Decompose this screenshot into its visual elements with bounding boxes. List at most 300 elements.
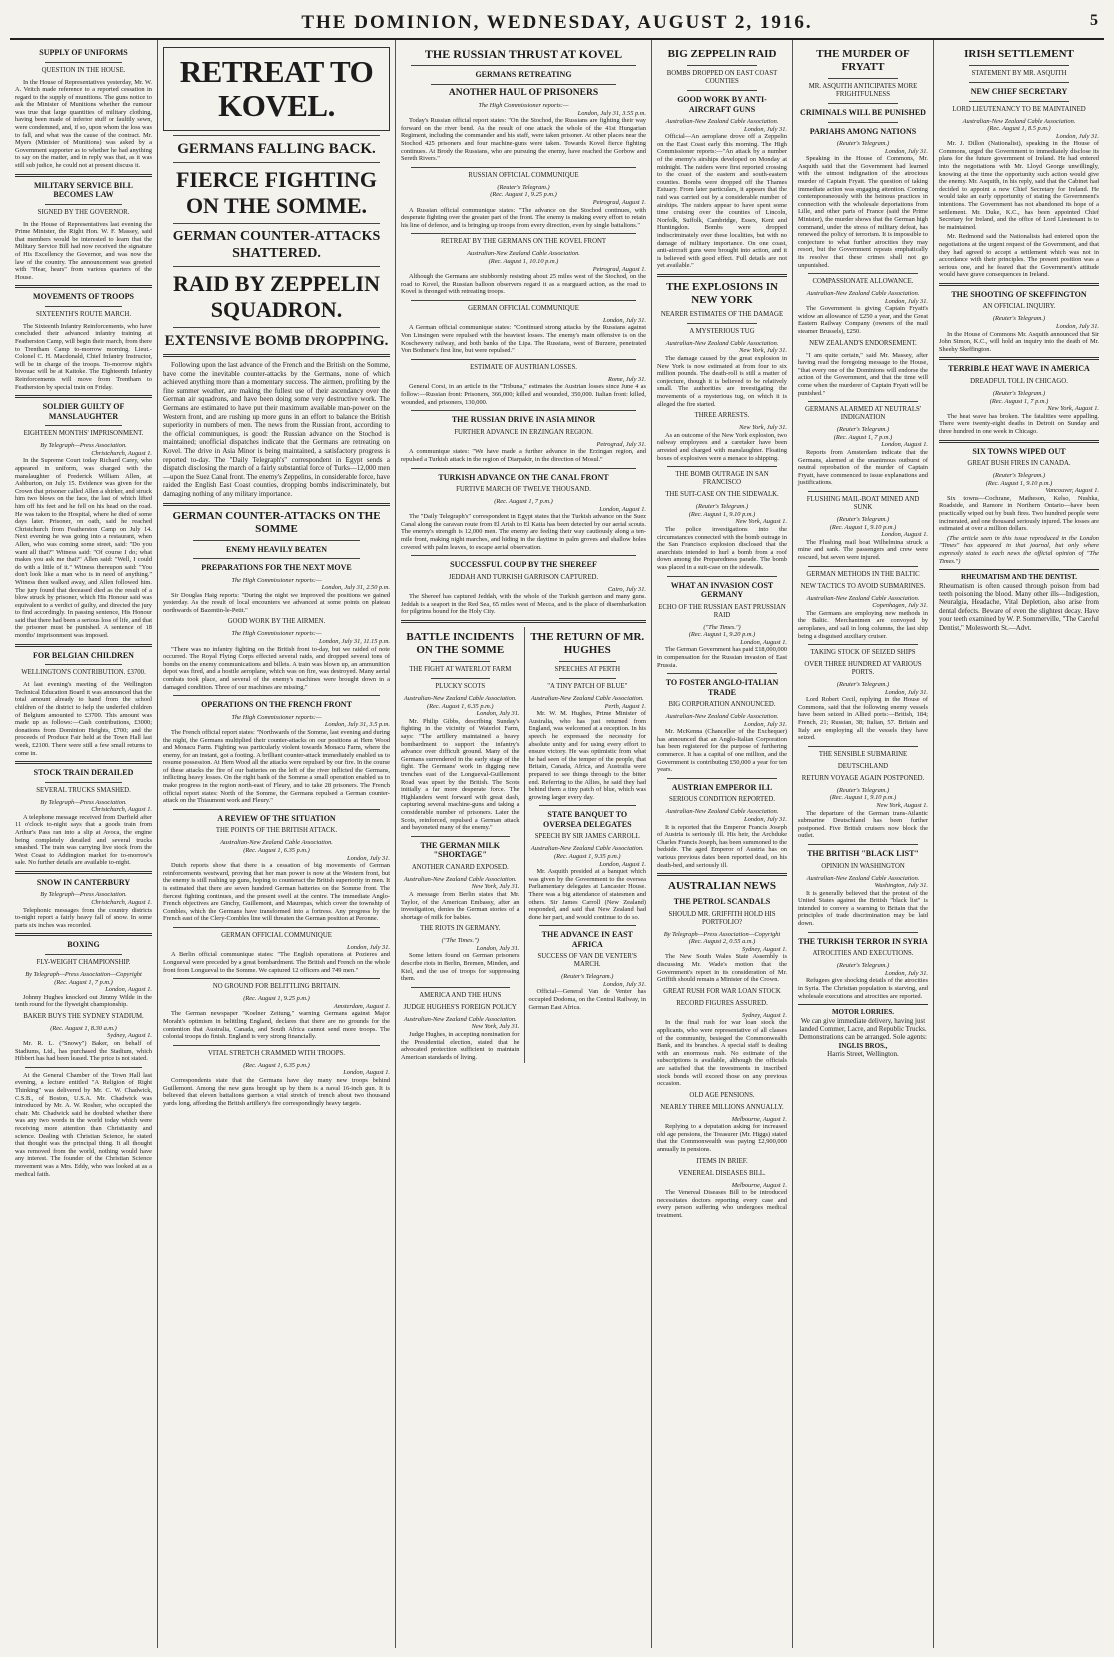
dateline: London, July 31.	[476, 710, 520, 718]
dateline: Washington, July 31.	[874, 882, 928, 890]
article-heading: GERMAN METHODS IN THE BALTIC	[806, 570, 920, 578]
dateline: London, July 31.	[885, 969, 928, 977]
article-subheading: ANOTHER CANARD EXPOSED.	[411, 863, 509, 871]
received-line: (Rec. August 1, 6.35 p.m.)	[243, 1061, 310, 1069]
article-heading: THE TURKISH TERROR IN SYRIA	[798, 936, 928, 946]
agency-line: (Reuter's Telegram.)	[836, 426, 890, 434]
ad-body: We can give immediate delivery, having just landed Commer, Lacre, and Republic Trucks.	[799, 1016, 927, 1033]
agency-line: (Reuter's Telegram.)	[836, 515, 890, 523]
article-heading: COMPASSIONATE ALLOWANCE.	[812, 278, 914, 286]
article-heading: IRISH SETTLEMENT	[964, 48, 1074, 60]
article-heading: THE RETURN OF MR. HUGHES	[530, 631, 645, 657]
advertisement-motor-lorries	[798, 1004, 928, 1058]
article-body: The Shereef has captured Jeddah, with the whole of the Turkish garrison and many guns. Jeddah is a seaport in the Red Sea, 65 miles west of Mecca, and is the place of disembarkation for pilgrims bound for the Holy City.	[401, 593, 646, 616]
article-heading: AMERICA AND THE HUNS	[419, 991, 502, 999]
column-3-split	[401, 627, 646, 1063]
dateline: Christchurch, August 1.	[91, 449, 152, 457]
article-body: Mr. R. L. ("Snowy") Baker, on behalf of Stadiums, Ltd., has purchased the Stadium, which Hibbert has had been leased. The price is not stated.	[15, 1040, 152, 1063]
dateline: London, August 1.	[599, 505, 646, 513]
article-body: Official—General Van de Venter has occupied Dodoma, on the Central Railway, in German East Africa.	[528, 988, 646, 1011]
agency-line: Australian-New Zealand Cable Association.	[403, 875, 517, 883]
agency-line: The High Commissioner reports:—	[231, 630, 322, 638]
article-subheading: MR. ASQUITH ANTICIPATES MORE FRIGHTFULNESS	[808, 83, 918, 98]
article-heading: GERMANS ALARMED AT NEUTRALS' INDIGNATION	[804, 406, 922, 422]
received-line: (Rec. August 1, 7 p.m.)	[989, 397, 1049, 405]
article-heading: STOCK TRAIN DERAILED	[33, 768, 134, 778]
article-subheading: ANOTHER HAUL OF PRISONERS	[448, 87, 599, 98]
article-body: Correspondents state that the Germans have day many new troops behind Guillemont. Among the new guns brought up by them is a naval 16-inch gun. It is believed that eleven battalions garrison a vital stretch of trench about two thousand yards long, affording the British artillery's fire correspondingly heavy targets.	[163, 1077, 390, 1107]
received-line: (Rec. August 1, 9.10 p.m.)	[829, 523, 897, 531]
article-body: Telephonic messages from the country districts to-night report a fairly heavy fall of snow. In some parts six inches was recorded.	[15, 906, 152, 929]
article-body: Mr. J. Dillon (Nationalist), speaking in the House of Commons, urged the Government to immediately disclose its plans for the future government of Ireland. He had entered into the negotiations with Mr. Lloyd George unwillingly, knowing at the time the opportunity such action would give the enemy. Mr. Asquith, in his reply, said that the Cabinet had decided to appoint a new Chief Secretary for Ireland. He would take an early opportunity of stating the Government's intentions. The Government has not abandoned its hope of a settlement. Mr. Duke, K.C., has been appointed Chief Secretary for Ireland, and the office of Lord Lieutenant is to be maintained.	[939, 140, 1099, 231]
article-heading: TERRIBLE HEAT WAVE IN AMERICA	[948, 364, 1090, 374]
received-line: (Rec. August 1, 6.35 p.m.)	[243, 846, 310, 854]
article-subheading: CRIMINALS WILL BE PUNISHED	[800, 108, 926, 117]
received-line: (Rec. August 2, 0.55 a.m.)	[688, 938, 756, 946]
article-subheading: THE FIGHT AT WATERLOT FARM	[409, 666, 512, 674]
dateline: London, July 31.	[1056, 132, 1099, 140]
article-body: Mr. Redmond said the Nationalists had entered upon the negotiations at the urgent request of the Government, and that they had agreed to accept a settlement which was not in accordance with their principles. The present position was a serious one, and he feared that the Government's attitude would have grave consequences in Ireland.	[939, 233, 1099, 279]
dateline: London, July 31, 3.5 p.m.	[324, 721, 390, 729]
agency-line: The High Commissioner reports:—	[478, 102, 569, 109]
article-body: Reports from Amsterdam indicate that the Germans, alarmed at the unanimous outburst of neutral reprobation of the murder of Captain Fryatt, have commenced to issue explanations and justifications.	[798, 449, 928, 487]
article-body: Mr. Asquith presided at a banquet which was given by the Government to the oversea Parliamentary delegates at Lancaster House. There was a big attendance of statesmen and others. Sir James Carroll (New Zealand) responded, and said that New Zealand had done her part, and would continue to do so.	[528, 868, 646, 921]
article-body: A message from Berlin states that Mr. Taylor, of the American Embassy, after an investigation, denies the German stories of a shortage of milk for babies.	[401, 890, 520, 921]
column-3	[396, 40, 652, 1648]
headline: GERMANS FALLING BACK.	[177, 141, 376, 157]
agency-line: The High Commissioner reports:—	[231, 713, 322, 721]
masthead-title: THE DOMINION, WEDNESDAY, AUGUST 2, 1916.	[301, 12, 813, 33]
editorial-note: (The article seen in this issue reproduced in the London "Times" has appeared in that journal, but only where expressly stated is each news the official opinion of "The Times.")	[939, 534, 1099, 565]
agency-line: (Reuter's Telegram.)	[992, 472, 1046, 479]
article-heading: BATTLE INCIDENTS ON THE SOMME	[406, 631, 515, 657]
article-subheading: ITEMS IN BRIEF.	[696, 1157, 748, 1165]
dateline: Sydney, August 1.	[742, 945, 787, 953]
article-subheading: THE SUIT-CASE ON THE SIDEWALK.	[665, 491, 779, 499]
article-heading: THE MURDER OF FRYATT	[816, 48, 910, 73]
dateline: Sydney, August 1.	[742, 1011, 787, 1019]
dateline: Vancouver, August 1.	[1045, 487, 1099, 495]
article-subheading: LORD LIEUTENANCY TO BE MAINTAINED	[952, 105, 1086, 113]
article-subheading: GREAT BUSH FIRES IN CANADA.	[967, 460, 1071, 467]
agency-line: By Telegraph—Press Association—Copyright	[663, 930, 781, 938]
article-heading: FOR BELGIAN CHILDREN	[33, 650, 134, 660]
received-line: (Rec. August 1, 9.25 p.m.)	[243, 995, 310, 1003]
article-body: In the House of Representatives last evening the Prime Minister, the Right Hon. W. F. Massey, said that members would be interested to learn that the Military Service Bill had now received the signature of His Excellency the Governor, and was now the law of the country. The announcement was greeted with "Hear, hears" from various quarters of the House.	[15, 220, 152, 281]
article-subheading: STATEMENT BY MR. ASQUITH	[971, 70, 1067, 77]
article-subheading: SHOULD MR. GRIFFITH HOLD HIS PORTFOLIO?	[668, 910, 776, 926]
article-heading: GERMAN OFFICIAL COMMUNIQUE	[221, 931, 332, 939]
article-body: In the House of Representatives yesterday, Mr. W. A. Veitch made reference to a reported cessation in regard to the supply of munitions. The guns notice to ask the Minister of Munitions whether the rumour was true that large quantities of military clothing, having been made of inferior stuff or faultily sewn, were condemned, and, if so, upon whom the loss was to fall, and what was the cause of the contract. Mr. Myers (Minister of Munitions) was asked by a Government supporter as to whether he had anything to say on the matter, and in reply was that, as it was still sub judice, he could not at present discuss it.	[15, 78, 152, 170]
dateline: London, July 31.	[885, 688, 928, 696]
agency-line: The High Commissioner reports:—	[231, 576, 322, 584]
article-subheading: OPINION IN WASHINGTON	[821, 862, 905, 870]
article-body: Although the Germans are stubbornly resisting about 25 miles west of the Stochod, on the road to Kovel, the Russian balloon observers regard it as a rearguard action, as the road to Kovel is thronged with retreating troops.	[401, 273, 646, 296]
article-subheading: SIXTEENTH'S ROUTE MARCH.	[35, 310, 132, 318]
article-heading: ESTIMATE OF AUSTRIAN LOSSES.	[470, 363, 577, 371]
article-body: Mr. W. M. Hughes, Prime Minister of Australia, who has just returned from England, was welcomed at a reception. In his speech he expressed the necessity for absolute unity and for using every effort to ensure victory. He was optimistic from what he had seen of the temper of the people, that Britain, Canada, Africa, and Australia were prepared to see things through to the bitter end. Referring to the Allies, he said they had behind them a tiny patch of blue, which was growing larger every day.	[528, 710, 646, 801]
article-subheading: SIGNED BY THE GOVERNOR.	[37, 208, 130, 216]
dateline: New York, August 1.	[735, 518, 787, 526]
article-subheading: FURTIVE MARCH OF TWELVE THOUSAND.	[456, 486, 591, 493]
article-body: The "Daily Telegraph's" correspondent in Egypt states that the Turkish advance on the Suez Canal along the caravan route from El Arish to El Katia has been detected by our aerial scouts. The enemy's strength is 12,000 men. The enemy are feeling their way cautiously along a ten-mile front, making night marches, and hiding in the daytime in palm groves and shallow holes covered with palm leaves, to escape aerial observation.	[401, 513, 646, 551]
article-subheading: ECHO OF THE RUSSIAN EAST PRUSSIAN RAID	[658, 603, 786, 619]
received-line: (Rec. August 1, 9.20 p.m.)	[688, 631, 756, 639]
main-headline-box	[163, 47, 390, 131]
agency-line: By Telegraph—Press Association.	[40, 891, 127, 899]
article-heading: MOVEMENTS OF TROOPS	[33, 292, 134, 302]
article-subheading: ATROCITIES AND EXECUTIONS.	[812, 950, 914, 958]
dateline: London, July 31.	[603, 980, 646, 988]
agency-line: Australian-New Zealand Cable Association.	[665, 118, 779, 125]
agency-line: Australian-New Zealand Cable Association.	[467, 250, 580, 258]
advertisement-dentist	[939, 569, 1099, 632]
dateline: London, July 31.	[1056, 323, 1099, 331]
article-body: Lord Robert Cecil, replying in the House of Commons, said that the following enemy vessels have been seized in Allied ports:—British, 184; French, 21; Russian, 38; Italian, 57. Britain and Italy are employing all the vessels they have seized.	[798, 696, 928, 742]
article-subheading: NEW TACTICS TO AVOID SUBMARINES.	[800, 582, 926, 590]
article-heading: RUSSIAN OFFICIAL COMMUNIQUE	[468, 171, 579, 179]
dateline: London, July 31.	[603, 316, 646, 324]
agency-line: By Telegraph—Press Association.	[40, 442, 127, 450]
headline: GERMAN COUNTER-ATTACKS SHATTERED.	[172, 229, 381, 261]
article-subheading: JEDDAH AND TURKISH GARRISON CAPTURED.	[448, 573, 599, 581]
article-subheading: JUDGE HUGHES'S FOREIGN POLICY	[403, 1003, 517, 1011]
article-subheading: NEARER ESTIMATES OF THE DAMAGE	[660, 310, 784, 318]
agency-line: Australian-New Zealand Cable Association.	[806, 874, 920, 882]
article-heading: THE BRITISH "BLACK LIST"	[807, 849, 919, 858]
article-body: Refugees give shocking details of the atrocities in Syria. The Christian population is starving, and wholesale executions and atrocities are reported.	[798, 977, 928, 1000]
article-heading: MILITARY SERVICE BILL BECOMES LAW	[33, 180, 133, 200]
article-subheading: ENEMY HEAVILY BEATEN	[225, 544, 328, 554]
agency-line: Australian-New Zealand Cable Association.	[665, 339, 779, 347]
column-6	[934, 40, 1104, 1648]
article-subheading: SPEECH BY SIR JAMES CARROLL	[534, 833, 640, 841]
agency-line: By Telegraph—Press Association—Copyright	[25, 970, 142, 978]
agency-line: ("The Times.")	[441, 937, 479, 945]
ad-address: Harris Street, Wellington.	[827, 1050, 899, 1059]
main-headline: RETREAT TO KOVEL.	[179, 54, 374, 123]
article-body: The police investigations into the circumstances connected with the bomb outrage in the San Francisco explosion disclosed that the anarchists intended to hurl a bomb from a roof down among the Preparedness parade. The bomb was placed in a suit-case on the sidewalk.	[657, 525, 787, 571]
dateline: Melbourne, August 1.	[731, 1115, 787, 1123]
article-subheading: QUESTION IN THE HOUSE.	[41, 66, 126, 74]
article-heading: THE EXPLOSIONS IN NEW YORK	[666, 280, 778, 306]
dateline: Christchurch, August 1.	[91, 899, 152, 907]
dateline: Petrograd, July 31.	[596, 440, 646, 448]
received-line: (Rec. August 1, 7 p.m.)	[494, 498, 553, 505]
agency-line: (Reuter's Telegram.)	[836, 962, 890, 970]
dateline: London, July 31.	[744, 125, 787, 133]
received-line: (Rec. August 1, 6.35 p.m.)	[427, 702, 494, 710]
article-heading: FLUSHING MAIL-BOAT MINED AND SUNK	[806, 495, 920, 511]
article-heading: OPERATIONS ON THE FRENCH FRONT	[201, 700, 352, 710]
article-heading: A REVIEW OF THE SITUATION	[217, 813, 336, 823]
article-subheading: FURTHER ADVANCE IN ERZINGAN REGION.	[454, 428, 593, 436]
article-heading: SOLDIER GUILTY OF MANSLAUGHTER	[42, 402, 125, 421]
agency-line: Australian-New Zealand Cable Association.	[962, 117, 1076, 125]
dateline: Amsterdam, August 1.	[333, 1002, 390, 1010]
article-body: The German Government has paid £18,000,000 in compensation for the Russian invasion of East Prussia.	[657, 646, 787, 669]
headline: FIERCE FIGHTING ON THE SOMME.	[175, 167, 378, 218]
dateline: London, August 1.	[881, 531, 928, 539]
article-subheading: NEARLY THREE MILLIONS ANNUALLY.	[660, 1103, 784, 1111]
article-heading: GERMAN COUNTER-ATTACKS ON THE SOMME	[172, 509, 381, 535]
article-body: Johnny Hughes knocked out Jimmy Wilde in the tenth round for the flyweight championship.	[15, 993, 152, 1009]
dateline: London, July 31.	[744, 720, 787, 728]
article-subheading: GOOD WORK BY ANTI-AIRCRAFT GUNS	[677, 95, 767, 114]
article-body: It is generally believed that the protest of the United States against the British "black list" is intended to convey a warning to Britain that the principles of trade discrimination may be laid down.	[798, 889, 928, 928]
agency-line: Australian-New Zealand Cable Association.	[665, 713, 779, 721]
article-body: Dutch reports show that there is a cessation of big movements of German reinforcements westward, proving that her man power is now at the Western front, but the enemy is still rushing up guns, hoping to counteract the British superiority in men. It is estimated that there are seven hundred German batteries on the Somme front. The fiercest fighting continues, and the present swell at the centre. The immediate Anglo-French objectives are Ginchy, Guillemont, and Maurepas, which cover the township of Combles, which the Germans have transformed into a fortress. Any progress by the French east of the Clery-Combles line will threaten the German position at Peronne.	[163, 862, 390, 923]
agency-line: (Reuter's Telegram.)	[497, 183, 550, 191]
article-subheading: VENEREAL DISEASES BILL.	[678, 1169, 766, 1177]
article-heading: SNOW IN CANTERBURY	[36, 877, 131, 887]
article-body: The Government is giving Captain Fryatt's widow an allowance of £250 a year, and the Great Eastern Railway Company (owners of the mail steamer Brussels), £250.	[798, 305, 928, 336]
dateline: New York, August 1.	[876, 802, 928, 810]
article-body: The damage caused by the great explosion in New York is now estimated at from four to six million pounds. The death-roll is still a matter of conjecture, though it is believed to be relatively small. The authorities are investigating the movements of a mysterious tug, on which it is alleged the fire started.	[657, 355, 787, 408]
article-subheading: GREAT RUSH FOR WAR LOAN STOCK	[663, 987, 781, 995]
article-heading: THE SHOOTING OF SKEFFINGTON	[951, 289, 1087, 299]
dateline: Melbourne, August 1.	[731, 1181, 787, 1189]
article-subheading: RECORD FIGURES ASSURED.	[676, 999, 768, 1007]
agency-line: (Reuter's Telegram.)	[992, 315, 1046, 323]
dateline: Petrograd, August 1.	[592, 265, 646, 273]
received-line: (Rec. August 1, 9.25 p.m.)	[490, 191, 557, 199]
article-heading: BOXING	[67, 940, 100, 950]
article-subheading: SUCCESS OF VAN DE VENTER'S MARCH.	[537, 953, 637, 969]
agency-line: By Telegraph—Press Association.	[40, 798, 127, 806]
agency-line: (Reuter's Telegram.)	[836, 681, 890, 689]
headline: RAID BY ZEPPELIN SQUADRON.	[173, 271, 380, 322]
headline: EXTENSIVE BOMB DROPPING.	[164, 333, 389, 349]
article-subheading: OLD AGE PENSIONS.	[689, 1091, 755, 1099]
dateline: London, July 31.	[885, 297, 928, 305]
article-body: The Venereal Diseases Bill to be introduced necessitates doctors reporting every case and every person suffering who undergoes medical treatment.	[657, 1189, 787, 1220]
article-subheading: SPEECHES AT PERTH	[554, 666, 621, 674]
article-heading: SUCCESSFUL COUP BY THE SHEREEF	[450, 560, 597, 570]
dateline: Christchurch, August 1.	[91, 806, 152, 814]
article-body: A Russian official communique states: "The advance on the Stochod continues, with desperate fighting over the greater part of the front. The enemy is making every effort to retain his line of defence, and is bringing up troops from every direction, even by single battalions."	[401, 206, 646, 229]
article-body: The Flushing mail boat Wilhelmina struck a mine and sank. The passengers and crew were rescued, but seven were injured.	[798, 538, 928, 561]
received-line: (Rec. August 1, 9.35 p.m.)	[554, 852, 621, 860]
dateline: London, July 31.	[347, 943, 390, 951]
article-heading: NO GROUND FOR BELITTLING BRITAIN.	[212, 983, 341, 991]
article-heading: RETREAT BY THE GERMANS ON THE KOVEL FRONT	[440, 238, 607, 246]
article-subheading: NEW ZEALAND'S ENDORSEMENT.	[809, 339, 917, 347]
article-heading: THE RUSSIAN THRUST AT KOVEL	[424, 47, 623, 61]
agency-line: (Reuter's Telegram.)	[992, 389, 1046, 397]
ad-body: Demonstrations can be arranged. Sole agents:	[799, 1033, 927, 1042]
article-body: Mr. McKenna (Chancellor of the Exchequer) has announced that an Anglo-Italian Corporation has been registered for the purpose of furthering commerce. It has a capital of one million, and the Government is contributing £50,000 a year for ten years.	[657, 728, 787, 774]
article-body: Today's Russian official report states: "On the Stochod, the Russians are fighting their way forward on the river bend. As the result of one attack the whole of the 41st Hungarian Regiment, including the commander and his staff, were taken prisoner. At other places near the Stochod 425 prisoners and four machine-guns were taken. Towards Kovel fierce fighting continues. At Brody the Russians, who are pursuing the enemy, have reached the Gorbow and Sereth Rivers."	[401, 117, 646, 163]
ad-heading: RHEUMATISM AND THE DENTIST.	[961, 573, 1077, 582]
dateline: New York, July 31.	[471, 883, 520, 891]
dateline: Rome, July 31.	[608, 375, 646, 383]
article-subheading: "A TINY PATCH OF BLUE"	[547, 683, 628, 691]
article-heading: GERMAN OFFICIAL COMMUNIQUE	[468, 304, 579, 312]
article-body: Official—An aeroplane drove off a Zeppelin on the East Coast early this morning. The High Commissioner reports:—"An attack by a number of the enemy's airships developed on Monday at midnight. The raiders were first reported crossing to the coast of the eastern and south-eastern counties. Bombs were dropped off the Thames Estuary. From later particulars, it appears that the raid was carried out by a considerable number of airships. The raiders appear to have spent some time cruising over the counties of Lincoln, Norfolk, Suffolk, Cambridge, Essex, Kent and Huntingdon. Bombs were dropped indiscriminately over these localities, but with no damage of military importance. On one coast, anti-aircraft guns were brought into action, and it is believed with good effect. Full details are not yet available."	[657, 133, 787, 270]
article-body: The New South Wales State Assembly is discussing Mr. Wade's motion that the Government's report in its consideration of Mr. Griffith should remain a Minister of the Crown.	[657, 953, 787, 984]
article-body: General Corsi, in an article in the "Tribuna," estimates the Austrian losses since June 4 as follow:—Russian front: Prisoners, 366,000; killed and wounded, 350,000. Italian front: killed, wounded, and prisoners, 130,000.	[401, 383, 646, 406]
article-heading: BIG ZEPPELIN RAID	[667, 48, 777, 60]
article-body: The French official report states: "Northwards of the Somme, last evening and during the night, the Germans multiplied their counter-attacks on our positions at Hem Wood and Monacu Farm. Fighting was particularly violent towards Monacu Farm, where the enemy, for an instant, got a footing. A brilliant counter-attack immediately enabled us to resume possession. At Hem Wood all the attacks were repulsed by our fire. In the course of these attacks the fire of our batteries on the left of the river inflicted the Germans, inflicting heavy losses. On the right bank of the Somme a small operation enabled us to make progress in the region north-east of Fleury, and to take 28 prisoners. The French official report states: North of the Somme, the Germans repulsed a German counter-attack on the Thiaumont work and Fleury."	[163, 728, 390, 805]
article-subheading: FLY-WEIGHT CHAMPIONSHIP.	[36, 958, 131, 966]
dateline: London, August 1.	[740, 638, 787, 646]
article-heading: THE RUSSIAN DRIVE IN ASIA MINOR	[451, 415, 596, 425]
article-body: The Sixteenth Infantry Reinforcements, who have concluded their advanced infantry training at Featherston Camp, will begin their march, from there to Trentham Camp to-morrow morning. Lieut.-Colonel C. H. Macdonald, Chief Infantry Instructor, will be in charge of the troops. To-morrow night's bivouac will be at Kaitoke. The Eighteenth Infantry Reinforcements will move from Trentham to Featherston by special train on Friday.	[15, 322, 152, 391]
article-heading: THE GERMAN MILK "SHORTAGE"	[420, 840, 501, 860]
article-heading: SIX TOWNS WIPED OUT	[972, 446, 1066, 456]
received-line: (Rec. August 1, 9.10 p.m.)	[688, 510, 756, 518]
dateline: London, August 1.	[599, 860, 646, 868]
received-line: (Rec. August 1, 7 p.m.)	[833, 433, 893, 441]
column-5	[793, 40, 934, 1648]
agency-line: (Reuter's Telegram.)	[836, 786, 890, 794]
article-subheading: EIGHTEEN MONTHS' IMPRISONMENT.	[23, 430, 144, 438]
dateline: London, July 31.	[744, 815, 787, 823]
article-body: At last evening's meeting of the Wellington Technical Education Board it was announced that the total amount already to hand from the school children of the district to help the underfed children of Belgium amounted to £3700. This amount was made up as follows:—Cash contributions, £3000; donations from Dominion Heights, £700; and the proceeds of Produce Fair held at the Town Hall last week, £2100. There were still a few small returns to come in.	[15, 681, 152, 757]
received-line: (Rec. August 1, 9.10 p.m.)	[829, 794, 897, 802]
column-3a	[401, 627, 525, 1063]
agency-line: Australian-New Zealand Cable Association.	[665, 808, 779, 816]
ad-company: INGLIS BROS.,	[838, 1041, 888, 1050]
article-body: A telephone message received from Darfield after 11 o'clock to-night says that a goods train from Arthur's Pass ran into a slip at Avoca, the engine being completely derailed and several trucks smashed. The train was carrying live stock from the West Coast to Addington market for to-morrow's sale. No further details are available to-night.	[15, 813, 152, 867]
article-subheading: BAKER BUYS THE SYDNEY STADIUM.	[23, 1012, 144, 1020]
article-subheading: DREADFUL TOLL IN CHICAGO.	[970, 377, 1068, 385]
column-1	[10, 40, 158, 1648]
agency-line: ("The Times.")	[703, 623, 741, 631]
agency-line: Australian-New Zealand Cable Association.	[403, 1015, 517, 1023]
agency-line: (Reuter's Telegram.)	[695, 503, 749, 511]
agency-line: (Reuter's Telegram.)	[836, 140, 890, 147]
agency-line: Australian-New Zealand Cable Association.	[403, 695, 517, 703]
article-body: A communique states: "We have made a further advance in the Erzingan region, and repulsed a Turkish attack in the region of Diarpakir, in the direction of Mosul."	[401, 448, 646, 463]
article-subheading: A MYSTERIOUS TUG	[689, 327, 755, 335]
article-body: It is reported that the Emperor Francis Joseph of Austria is seriously ill. His heir, the Archduke Charles Francis Joseph, has been summoned to the bedside. The aged Emperor of Austria has on various previous dates been reported dead, on his death-bed, and seriously ill.	[657, 823, 787, 869]
article-heading: TAKING STOCK OF SEIZED SHIPS	[810, 649, 916, 657]
article-body: The Germans are employing new methods in the Baltic. Merchantmen are convoyed by aeroplanes, and sail in long columns, the last ship being a disguised auxiliary cruiser.	[798, 609, 928, 640]
dateline: Cairo, July 31.	[607, 585, 646, 593]
article-body: Sir Douglas Haig reports: "During the night we improved the positions we gained yesterday. As the result of local encounters we advanced at some points on plateau northwards of Bazentin-le-Petit."	[163, 591, 390, 614]
column-2	[158, 40, 396, 1648]
article-subheading: BOMBS DROPPED ON EAST COAST COUNTIES	[666, 70, 778, 85]
article-subheading: BIG CORPORATION ANNOUNCED.	[668, 701, 776, 709]
article-subheading: THE POINTS OF THE BRITISH ATTACK.	[215, 827, 338, 835]
article-body: The heat wave has broken. The fatalities were appalling. There were twenty-eight deaths in Detroit on Sunday and three hundred in one week in Chicago.	[939, 412, 1099, 435]
dateline: New York, August 1.	[1047, 405, 1099, 413]
article-subheading: AN OFFICIAL INQUIRY.	[982, 303, 1056, 311]
article-body: A German official communique states: "Continued strong attacks by the Russians against Von Linsingen were repulsed with the heaviest losses. The enemy's main offensive is on the Koschewery railway, and both banks of the Lipa. The Russians, west of Burzere, penetrated Von Bothmer's first line, but were repulsed."	[401, 324, 646, 355]
article-body: In the Supreme Court today Richard Carey, who appeared in uniform, was charged with the manslaughter of Frederick William Allen, at Ashburton, on July 15. Evidence was given for the Crown that prisoner called Allen a shirker, and struck him two blows on the face, the last of which lifted him off his feet and he fell on his head on the road. He was taken to the Hospital, where he died of some days later. Prisoner, on oath, said he reached Christchurch from Featherston Camp on July 14. Next evening he was going into a restaurant, when Allen, who was coming some street, said: "Do you want all that?" Witness said: "Of course I do; what makes you ask me that?" Allen said: "Well, I could do with a little of it." Witness thereupon said: "You don't look like a man who is in need of anything." Witness then walked away, and Allen followed him. The jury found that deceased died as the result of a blow struck by prisoner, which His Honour said was equivalent to a verdict of guilty, and directed the jury to find accordingly. In passing sentence, His Honour said that there had been a serious loss of life, and that the prisoner must be punished. A sentence of 18 months' imprisonment was imposed.	[15, 457, 152, 640]
dateline: London, August 1.	[105, 986, 152, 994]
page-number: 5	[1090, 12, 1098, 29]
article-heading: THE ADVANCE IN EAST AFRICA	[541, 930, 633, 949]
article-body: Six towns—Cochrane, Matheson, Kelso, Nushka, Roadside, and Ramore in Northern Ontario—have been practically wiped out by bush fires. Two hundred people were incinerated, and one thousand seriously injured. The losses are estimated at over a million dollars.	[939, 494, 1099, 533]
received-line: (Rec. August 1, 8.5 p.m.)	[987, 125, 1051, 133]
article-body: The German newspaper "Koelner Zeitung," warning Germans against Major Moraht's optimism in belittling England, declares that there are no grounds for the contention that Australia, Canada, and South Africa cannot send more troops. The colonial troops do finish. England is very strong financially.	[163, 1010, 390, 1041]
agency-line: (Reuter's Telegram.)	[561, 973, 614, 981]
dateline: New York, July 31.	[739, 347, 787, 355]
dateline: London, July 31.	[476, 944, 520, 952]
article-heading: STATE BANQUET TO OVERSEA DELEGATES	[542, 810, 632, 829]
article-body: As an outcome of the New York explosion, two railway employees and a caretaker have been arrested and charged with manslaughter. Floating boxes of explosives were a menace to shipping.	[657, 431, 787, 462]
article-body: A Berlin official communique states: "The English operations at Pozieres and Longueval were preceded by a great bombardment. The British and French on the whole front from Longueval to the Somme. We captured 12 officers and 749 men."	[163, 951, 390, 974]
agency-line: Australian-New Zealand Cable Association.	[806, 594, 920, 602]
intro-paragraph: Following upon the last advance of the French and the British on the Somme, have come the inevitable counter-attacks by the Germans, none of which achieved anything more than a momentary success. The airmen, profiting by the fine summer weather, are making the fullest use of their ascendancy over the German air squadrons, and have been doing some very destructive work. The Germans are estimated to have put their maximum available man-power on the Western front, and are rushing up more guns in an effort to balance the British superiority in numbers of men. The news from the Russian front, according to the official communiques, is good: the Russian advance on the Stochod is maintained; unofficial dispatches indicate that the Germans are retreating on Kovel. The drive in Asia Minor is being maintained, a satisfactory progress is reported to-day. The "Daily Telegraph's" correspondent in Egypt sends a dispatch disclosing the march of a fairly substantial force of Turks—12,000 men—upon the Suez Canal front. The enemy's Zeppelins, in considerable force, have raided the English East Coast counties, dropping bombs indiscriminately, but damaging nothing of any military importance.	[163, 361, 391, 498]
dateline: London, July 31, 11.15 p.m.	[318, 638, 390, 646]
dateline: London, August 1.	[881, 441, 928, 449]
received-line: (Rec. August 1, 7 p.m.)	[54, 978, 113, 986]
dateline: Copenhagen, July 31.	[872, 602, 928, 610]
article-subheading: THE RIOTS IN GERMANY.	[420, 925, 501, 933]
received-line: (Rec. August 1, 8.30 a.m.)	[50, 1024, 117, 1032]
ad-heading: MOTOR LORRIES.	[831, 1008, 895, 1017]
article-body: Mr. Philip Gibbs, describing Sunday's fighting in the vicinity of Waterlot Farm, says: "The artillery maintained a heavy bombardment to support the infantry's advance over difficult ground. Many of the Germans surrendered in the early stage of the fight. The Germans' work in digging new trenches east of the Longueval-Guillemont Road was upset by the British. The Scots initially a far more desperate force. The Highlanders went forward with great dash, capturing several machine-guns and taking a considerable number of prisoners. Later the Scots, reinforced, repulsed a German attack and bayoneted many of the enemy."	[401, 717, 520, 832]
column-4	[652, 40, 793, 1648]
article-subheading: PREPARATIONS FOR THE NEXT MOVE	[201, 563, 352, 572]
article-body: "There was no infantry fighting on the British front to-day, but we raided of note occurred. The Royal Flying Corps effected several raids, and dropped several tons of bombs on the enemy communications and billets. A train was blown up, an ammunition depot was fired, and a hostile aeroplane, which was on fire, was destroyed. Many aerial combats took place, and several of the enemy's machines were brought down in a damaged condition. Three of our machines are missing."	[163, 645, 390, 691]
article-heading: TO FOSTER ANGLO-ITALIAN TRADE	[665, 678, 779, 697]
article-subheading: DEUTSCHLAND	[837, 762, 889, 770]
dateline: London, July 31, 2.50 p.m.	[321, 584, 390, 592]
article-heading: AUSTRALIAN NEWS	[668, 880, 776, 893]
article-body: Judge Hughes, in accepting nomination for the Presidential election, stated that he advocated protection sufficient to maintain American standards of living.	[401, 1031, 520, 1061]
article-body: Replying to a deputation asking for increased old age pensions, the Treasurer (Mr. Higgs) stated that the Commonwealth was paying £2,900,000 annually in pensions.	[657, 1123, 787, 1154]
article-heading: THE SENSIBLE SUBMARINE	[818, 750, 908, 758]
article-heading: VITAL STRETCH CRAMMED WITH TROOPS.	[208, 1049, 345, 1057]
agency-line: Australian-New Zealand Cable Association.	[220, 839, 333, 847]
article-subheading: GERMANS RETREATING	[475, 70, 572, 79]
article-subheading: NEW CHIEF SECRETARY	[970, 87, 1068, 96]
article-body: In the House of Commons Mr. Asquith announced that Sir John Simon, K.C., will hold an inquiry into the death of Mr. Sheehy Skeffington.	[939, 330, 1099, 353]
columns	[10, 40, 1104, 1648]
ad-body: Rheumatism is often caused through poison from bad teeth poisoning the blood. Many other ills—Indigestion, Neuralgia, Headache, Vital Depletion, also arise from dental defects. Beware of even the slightest decay. Have your teeth examined by W. P. Sommerville, "The Careful Dentist," Molesworth St.—Advt.	[939, 581, 1099, 632]
received-line: (Rec. August 1, 10.10 p.m.)	[488, 257, 559, 265]
article-body: Speaking in the House of Commons, Mr. Asquith said that the Government had learned with the utmost indignation of the atrocious murder of Captain Fryatt. The question of taking immediate action was engaging attention. Coming contemporaneously with the heinous practices in connection with the wholesale deportations from Lille, and other parts of France (said the Prime Minister), the murder shows that the German high command, under the stress of military defeat, has renewed the policy of terrorism. It is impossible to conjecture to what further atrocities they may resort, but the Government repeats emphatically its resolve that these crimes shall not go unpunished.	[798, 155, 928, 269]
article-subheading: PARIAHS AMONG NATIONS	[809, 126, 917, 136]
dateline: New York, July 31.	[471, 1023, 520, 1031]
dateline: London, August 1.	[343, 1069, 390, 1077]
dateline: Petrograd, August 1.	[592, 198, 646, 206]
agency-line: Australian-New Zealand Cable Association.	[530, 695, 644, 703]
article-subheading: RETURN VOYAGE AGAIN POSTPONED.	[801, 774, 925, 782]
article-subheading: THREE ARRESTS.	[694, 412, 750, 420]
article-body: In the final rush for war loan stock the applicants, who were representative of all classes of the community, besieged the Commonwealth Bank, and its branches. A special staff is dealing with an enormous rush. No estimate of the subscriptions is available, although the officials are satisfied that the investments in inscribed stock bonds will exceed those on any previous occasion.	[657, 1019, 787, 1088]
dateline: London, July 31.	[885, 147, 928, 155]
article-subheading: THE PETROL SCANDALS	[673, 897, 771, 907]
article-subheading: WELLINGTON'S CONTRIBUTION. £3700.	[21, 669, 146, 677]
dateline: New York, July 31.	[739, 424, 787, 432]
article-subheading: GOOD WORK BY THE AIRMEN.	[227, 618, 326, 626]
agency-line: Australian-New Zealand Cable Association.	[530, 845, 644, 853]
article-heading: AUSTRIAN EMPEROR ILL	[671, 782, 773, 792]
article-body: "I am quite certain," said Mr. Massey, after having read the foregoing message to the House, "that every one of the Dominions will endorse the action of the Government, and that the time will come when the murderer of Captain Fryatt will be punished."	[798, 351, 928, 397]
column-3b	[525, 627, 647, 1063]
article-body: At the General Chamber of the Town Hall last evening, a lecture entitled "A Religion of Right Thinking" was delivered by Mr. C. W. Chadwick, C.S.B., of Boston, U.S.A. Mr. Chadwick was introduced by Mr. A. W. Rosher, who occupied the chair. Mr. Chadwick said he doubted whether there was any two words in the world today which were receiving more attention than Christianity and science. Dealing with Christian Science, he stated that thought was the principal thing. It all thought was removed from the world, nothing would have any interest. The founder of the Christian Science movement was a Mrs. Eddy, who was looked at as a medical faith.	[15, 1071, 152, 1178]
article-body: The departure of the German trans-Atlantic submarine Deutschland has been further postponed. Five British cruisers now block the outlet.	[798, 809, 928, 840]
dateline: Perth, August 1.	[604, 702, 646, 710]
dateline: Sydney, August 1.	[107, 1032, 152, 1040]
agency-line: Australian-New Zealand Cable Association.	[806, 290, 920, 298]
article-heading: THE BOMB OUTRAGE IN SAN FRANCISCO	[675, 471, 769, 487]
dateline: London, July 31, 3.55 p.m.	[577, 109, 646, 117]
dateline: London, July 31.	[347, 854, 390, 862]
article-heading: TURKISH ADVANCE ON THE CANAL FRONT	[438, 472, 609, 482]
article-subheading: OVER THREE HUNDRED AT VARIOUS PORTS.	[804, 661, 922, 677]
article-subheading: SEVERAL TRUCKS SMASHED.	[36, 786, 131, 794]
masthead	[10, 8, 1104, 40]
article-subheading: PLUCKY SCOTS	[435, 683, 486, 691]
received-line: (Rec. August 1, 9.10 p.m.)	[985, 479, 1053, 487]
